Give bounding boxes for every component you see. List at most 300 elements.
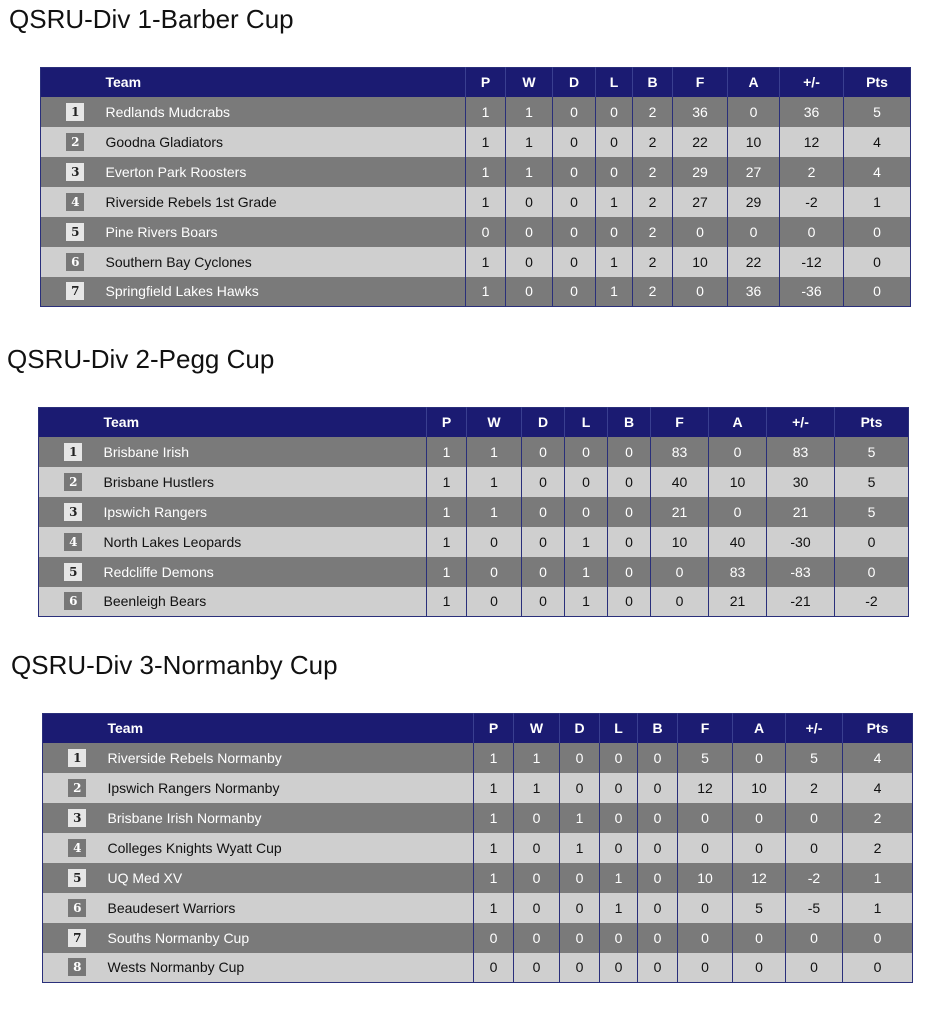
rank-badge: 5 [64,563,82,581]
col-f-cell: 0 [678,893,733,923]
col-d-cell: 0 [553,277,596,307]
col-f-cell: 21 [651,497,709,527]
col-pts-header: Pts [843,714,913,743]
col-w-cell: 0 [514,893,560,923]
col-b-cell: 0 [608,587,651,617]
table-row [39,527,909,557]
team-name: Beenleigh Bears [103,593,207,610]
col-a-cell: 12 [733,863,786,893]
col-f-cell: 12 [678,773,733,803]
col-a-cell: 0 [709,497,767,527]
col-p-cell: 1 [427,467,467,497]
col-b-cell: 0 [638,893,678,923]
table-row [41,217,911,247]
table-row [41,247,911,277]
col-l-cell: 0 [596,97,633,127]
team-name: Southern Bay Cyclones [105,253,252,270]
col-p-cell: 1 [427,587,467,617]
col-l-cell: 0 [565,497,608,527]
col-diff-cell: -83 [767,557,835,587]
col-w-cell: 1 [514,743,560,773]
col-b-cell: 2 [633,157,673,187]
col-f-cell: 10 [678,863,733,893]
rank-cell [41,127,106,157]
col-b-header: B [638,714,678,743]
col-f-cell: 0 [678,923,733,953]
col-diff-cell: 0 [780,217,844,247]
col-pts-cell: 0 [843,953,913,983]
col-a-cell: 21 [709,587,767,617]
col-f-cell: 40 [651,467,709,497]
rank-badge: 6 [68,899,86,917]
ladder-table-div2 [38,407,909,617]
col-a-header: A [728,68,780,97]
col-l-header: L [596,68,633,97]
col-team-header: Team [107,720,144,737]
col-l-cell: 1 [600,893,638,923]
col-w-header: W [506,68,553,97]
col-pts-cell: 4 [844,127,911,157]
col-diff-cell: 0 [786,923,843,953]
col-a-cell: 10 [709,467,767,497]
col-p-cell: 0 [474,953,514,983]
col-p-cell: 1 [466,187,506,217]
col-w-cell: 0 [467,527,522,557]
table-row [41,97,911,127]
rank-cell [39,557,104,587]
col-a-cell: 0 [733,803,786,833]
col-w-header: W [514,714,560,743]
col-b-cell: 0 [638,863,678,893]
col-a-cell: 0 [709,437,767,467]
col-diff-cell: -5 [786,893,843,923]
col-b-cell: 0 [638,773,678,803]
col-f-cell: 0 [651,587,709,617]
team-name: Riverside Rebels Normanby [107,749,282,766]
team-name: Everton Park Roosters [105,163,247,180]
col-b-cell: 2 [633,127,673,157]
col-d-header: D [560,714,600,743]
col-a-header: A [733,714,786,743]
rank-badge: 3 [64,503,82,521]
rank-badge: 5 [68,869,86,887]
col-w-cell: 1 [467,497,522,527]
col-a-header: A [709,408,767,437]
table-row [41,127,911,157]
rank-cell [39,587,104,617]
rank-cell [43,743,108,773]
col-d-cell: 0 [560,773,600,803]
col-a-cell: 27 [728,157,780,187]
col-diff-header: +/- [780,68,844,97]
team-name: UQ Med XV [107,869,183,886]
team-name: Beaudesert Warriors [107,899,236,916]
col-l-cell: 0 [600,743,638,773]
rank-cell [43,833,108,863]
col-l-cell: 1 [596,247,633,277]
col-w-cell: 0 [514,953,560,983]
col-l-cell: 0 [596,217,633,247]
col-d-cell: 0 [553,247,596,277]
col-diff-cell: 30 [767,467,835,497]
col-p-cell: 1 [474,773,514,803]
col-diff-cell: -2 [780,187,844,217]
table-row [43,773,913,803]
col-l-cell: 0 [600,953,638,983]
col-b-cell: 2 [633,277,673,307]
table-row [39,557,909,587]
col-d-cell: 0 [553,97,596,127]
col-pts-header: Pts [844,68,911,97]
rank-badge: 2 [66,133,84,151]
col-b-cell: 0 [608,527,651,557]
col-diff-cell: 5 [786,743,843,773]
col-d-cell: 0 [522,437,565,467]
col-p-cell: 1 [466,277,506,307]
rank-badge: 7 [68,929,86,947]
col-p-cell: 1 [466,97,506,127]
col-l-cell: 1 [596,187,633,217]
col-team-header: Team [103,414,140,431]
col-w-cell: 0 [506,217,553,247]
col-f-cell: 83 [651,437,709,467]
col-p-cell: 1 [466,127,506,157]
table-row [43,743,913,773]
col-b-header: B [608,408,651,437]
col-w-cell: 0 [506,247,553,277]
header-row [43,714,913,743]
col-p-header: P [466,68,506,97]
team-name: Brisbane Hustlers [103,473,214,490]
col-diff-cell: -12 [780,247,844,277]
col-p-cell: 1 [474,893,514,923]
col-l-cell: 0 [565,437,608,467]
col-diff-cell: -36 [780,277,844,307]
col-a-cell: 0 [733,833,786,863]
col-pts-cell: 4 [843,743,913,773]
col-a-cell: 36 [728,277,780,307]
rank-cell [39,497,104,527]
col-l-cell: 0 [596,127,633,157]
table-row [43,893,913,923]
col-p-cell: 1 [427,557,467,587]
table-row [43,923,913,953]
col-pts-cell: 5 [835,497,909,527]
col-f-cell: 5 [678,743,733,773]
rank-cell [39,527,104,557]
col-l-cell: 0 [600,923,638,953]
division-title: QSRU-Div 2-Pegg Cup [7,344,275,374]
table-row [43,833,913,863]
col-d-cell: 0 [522,497,565,527]
team-name: Springfield Lakes Hawks [105,283,259,300]
col-diff-cell: 12 [780,127,844,157]
col-pts-header: Pts [835,408,909,437]
col-rank-header [41,68,106,97]
col-w-cell: 0 [467,587,522,617]
col-b-cell: 0 [638,803,678,833]
col-a-cell: 29 [728,187,780,217]
col-p-cell: 1 [466,157,506,187]
col-p-header: P [427,408,467,437]
col-rank-header [39,408,104,437]
col-w-cell: 0 [514,923,560,953]
col-pts-cell: -2 [835,587,909,617]
col-l-header: L [600,714,638,743]
rank-badge: 6 [64,592,82,610]
division-title: QSRU-Div 3-Normanby Cup [11,650,338,680]
team-name: Pine Rivers Boars [105,223,218,240]
col-pts-cell: 1 [843,863,913,893]
rank-badge: 7 [66,282,84,300]
col-a-cell: 10 [728,127,780,157]
rank-cell [43,773,108,803]
team-name: Souths Normanby Cup [107,929,250,946]
col-f-header: F [651,408,709,437]
col-w-cell: 0 [467,557,522,587]
col-rank-header [43,714,108,743]
col-pts-cell: 0 [844,217,911,247]
col-f-cell: 0 [651,557,709,587]
col-d-cell: 0 [560,863,600,893]
col-f-header: F [678,714,733,743]
team-name: Redcliffe Demons [103,563,214,580]
col-diff-cell: -21 [767,587,835,617]
rank-cell [39,437,104,467]
col-d-cell: 0 [522,527,565,557]
col-d-cell: 1 [560,833,600,863]
col-w-cell: 0 [506,187,553,217]
header-row [39,408,909,437]
table-row [41,277,911,307]
table-row [43,803,913,833]
header-row [41,68,911,97]
col-f-cell: 10 [673,247,728,277]
col-b-cell: 0 [608,467,651,497]
col-pts-cell: 5 [835,437,909,467]
col-p-cell: 1 [427,497,467,527]
rank-badge: 1 [68,749,86,767]
col-w-cell: 1 [514,773,560,803]
rank-cell [41,187,106,217]
rank-badge: 2 [64,473,82,491]
rank-badge: 3 [68,809,86,827]
col-f-cell: 0 [673,277,728,307]
col-pts-cell: 4 [844,157,911,187]
col-w-cell: 0 [514,803,560,833]
col-diff-cell: 83 [767,437,835,467]
col-a-cell: 40 [709,527,767,557]
rank-cell [41,277,106,307]
col-diff-header: +/- [786,714,843,743]
division-title: QSRU-Div 1-Barber Cup [9,4,294,34]
col-d-header: D [553,68,596,97]
team-name: Wests Normanby Cup [107,959,245,976]
col-diff-cell: 0 [786,953,843,983]
col-team-header: Team [105,74,142,91]
rank-cell [41,247,106,277]
team-name: Colleges Knights Wyatt Cup [107,839,282,856]
col-d-header: D [522,408,565,437]
col-diff-cell: 2 [780,157,844,187]
rank-badge: 4 [68,839,86,857]
col-p-cell: 0 [466,217,506,247]
col-d-cell: 0 [560,893,600,923]
col-f-cell: 0 [673,217,728,247]
rank-badge: 4 [64,533,82,551]
col-b-cell: 0 [638,743,678,773]
col-l-cell: 1 [565,527,608,557]
col-f-cell: 29 [673,157,728,187]
col-a-cell: 0 [733,743,786,773]
col-l-cell: 0 [565,467,608,497]
rank-cell [43,803,108,833]
col-b-cell: 0 [608,497,651,527]
col-pts-cell: 0 [844,247,911,277]
col-a-cell: 5 [733,893,786,923]
col-d-cell: 0 [560,743,600,773]
col-l-cell: 0 [600,773,638,803]
rank-cell [41,157,106,187]
col-diff-header: +/- [767,408,835,437]
team-name: Brisbane Irish Normanby [107,809,262,826]
rank-cell [41,97,106,127]
col-l-cell: 1 [565,557,608,587]
col-d-cell: 0 [522,467,565,497]
col-l-cell: 0 [600,803,638,833]
col-p-cell: 1 [474,743,514,773]
col-a-cell: 0 [733,953,786,983]
col-w-cell: 0 [514,833,560,863]
col-f-cell: 0 [678,953,733,983]
rank-badge: 1 [64,443,82,461]
col-d-cell: 0 [522,587,565,617]
col-f-cell: 36 [673,97,728,127]
col-w-cell: 1 [467,467,522,497]
rank-cell [41,217,106,247]
col-d-cell: 0 [553,157,596,187]
col-pts-cell: 5 [844,97,911,127]
rank-badge: 8 [68,958,86,976]
ladder-table-div1 [40,67,911,307]
col-p-cell: 1 [474,833,514,863]
col-w-cell: 0 [514,863,560,893]
rank-cell [43,863,108,893]
col-diff-cell: -2 [786,863,843,893]
rank-badge: 6 [66,253,84,271]
col-w-header: W [467,408,522,437]
col-diff-cell: 21 [767,497,835,527]
col-b-cell: 0 [608,437,651,467]
col-f-cell: 0 [678,803,733,833]
col-a-cell: 22 [728,247,780,277]
col-d-cell: 0 [560,953,600,983]
table-row [43,863,913,893]
col-f-cell: 22 [673,127,728,157]
col-b-cell: 2 [633,217,673,247]
col-b-cell: 2 [633,247,673,277]
rank-cell [43,893,108,923]
col-f-header: F [673,68,728,97]
rank-cell [43,953,108,983]
col-pts-cell: 0 [835,527,909,557]
col-b-cell: 0 [608,557,651,587]
col-pts-cell: 5 [835,467,909,497]
col-diff-cell: 2 [786,773,843,803]
rank-badge: 1 [66,103,84,121]
col-f-cell: 0 [678,833,733,863]
col-pts-cell: 0 [844,277,911,307]
col-w-cell: 1 [506,157,553,187]
col-d-cell: 0 [560,923,600,953]
col-b-cell: 2 [633,97,673,127]
table-row [43,953,913,983]
team-name: Ipswich Rangers [103,503,207,520]
col-diff-cell: 36 [780,97,844,127]
col-a-cell: 0 [733,923,786,953]
team-name: Redlands Mudcrabs [105,103,231,120]
col-p-cell: 1 [427,437,467,467]
col-l-cell: 1 [565,587,608,617]
rank-cell [43,923,108,953]
table-row [39,497,909,527]
col-d-cell: 0 [522,557,565,587]
col-pts-cell: 0 [835,557,909,587]
col-pts-cell: 2 [843,803,913,833]
team-name: North Lakes Leopards [103,533,242,550]
rank-badge: 4 [66,193,84,211]
col-w-cell: 0 [506,277,553,307]
col-diff-cell: 0 [786,803,843,833]
col-diff-cell: -30 [767,527,835,557]
team-name: Goodna Gladiators [105,133,224,150]
ladder-table-div3 [42,713,913,983]
team-name: Brisbane Irish [103,443,190,460]
col-f-cell: 27 [673,187,728,217]
rank-cell [39,467,104,497]
col-pts-cell: 4 [843,773,913,803]
col-b-cell: 2 [633,187,673,217]
col-pts-cell: 1 [843,893,913,923]
table-row [39,467,909,497]
team-name: Riverside Rebels 1st Grade [105,193,277,210]
table-row [41,187,911,217]
col-d-cell: 0 [553,217,596,247]
col-f-cell: 10 [651,527,709,557]
col-b-cell: 0 [638,953,678,983]
col-l-header: L [565,408,608,437]
col-w-cell: 1 [506,97,553,127]
col-diff-cell: 0 [786,833,843,863]
col-a-cell: 83 [709,557,767,587]
rank-badge: 3 [66,163,84,181]
rank-badge: 5 [66,223,84,241]
col-pts-cell: 1 [844,187,911,217]
col-a-cell: 0 [728,217,780,247]
col-p-header: P [474,714,514,743]
col-w-cell: 1 [467,437,522,467]
col-p-cell: 1 [466,247,506,277]
col-b-cell: 0 [638,833,678,863]
col-l-cell: 1 [600,863,638,893]
col-d-cell: 0 [553,187,596,217]
col-w-cell: 1 [506,127,553,157]
col-l-cell: 0 [596,157,633,187]
col-l-cell: 1 [596,277,633,307]
table-row [41,157,911,187]
col-p-cell: 1 [474,803,514,833]
table-row [39,587,909,617]
